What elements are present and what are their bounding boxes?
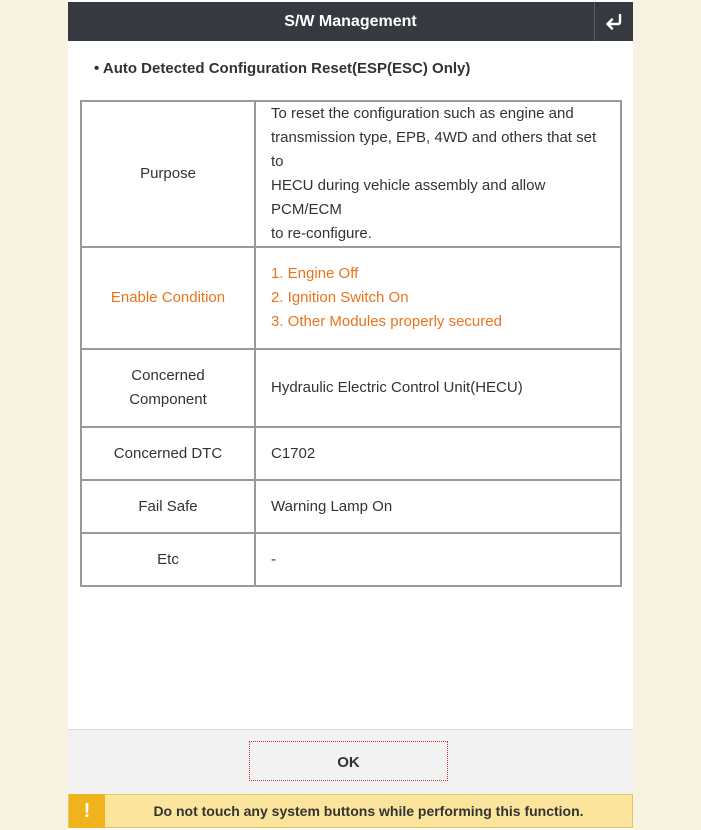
value-line: C1702 — [271, 444, 316, 462]
back-button[interactable] — [594, 2, 633, 41]
row-value — [255, 101, 621, 247]
sw-management-dialog — [68, 0, 633, 830]
row-value — [255, 349, 621, 427]
dialog-footer — [68, 729, 633, 794]
value-line: 2. Ignition Switch On — [271, 289, 409, 306]
title-bar — [68, 2, 633, 41]
value-line: to re-configure. — [271, 225, 372, 242]
warning-bar — [68, 794, 633, 828]
dialog-title: S/W Management — [284, 13, 417, 30]
row-label: Etc — [81, 533, 255, 586]
row-label: Fail Safe — [81, 480, 255, 533]
section-heading: • Auto Detected Configuration Reset(ESP(ESC) Only) — [94, 60, 471, 77]
table-row-concerned-component — [81, 349, 621, 427]
row-label: Concerned DTC — [81, 427, 255, 480]
row-value — [255, 427, 621, 480]
row-value — [255, 480, 621, 533]
row-value — [255, 533, 621, 586]
table-row-enable-condition — [81, 247, 621, 349]
value-line: Hydraulic Electric Control Unit(HECU) — [271, 379, 523, 396]
row-label — [81, 349, 255, 427]
row-value — [255, 247, 621, 349]
row-label: Purpose — [81, 101, 255, 247]
table-row-concerned-dtc — [81, 427, 621, 480]
value-line: - — [271, 550, 276, 568]
info-table — [80, 100, 622, 587]
table-row-etc — [81, 533, 621, 586]
value-line: To reset the configuration such as engine and — [271, 105, 574, 122]
return-arrow-icon — [605, 14, 623, 30]
value-line: transmission type, EPB, 4WD and others that set to — [271, 129, 597, 170]
label-line: Component — [129, 391, 207, 408]
table-row-fail-safe — [81, 480, 621, 533]
label-line: Concerned — [131, 367, 205, 384]
value-line: HECU during vehicle assembly and allow PCM/ECM — [271, 177, 546, 218]
warning-message: Do not touch any system buttons while performing this function. — [153, 803, 584, 819]
row-label: Enable Condition — [81, 247, 255, 349]
ok-button[interactable]: OK — [249, 741, 448, 781]
value-line: 3. Other Modules properly secured — [271, 313, 502, 330]
table-row-purpose — [81, 101, 621, 247]
value-line: 1. Engine Off — [271, 265, 359, 282]
warning-icon: ! — [69, 794, 105, 828]
value-line: Warning Lamp On — [271, 497, 393, 515]
